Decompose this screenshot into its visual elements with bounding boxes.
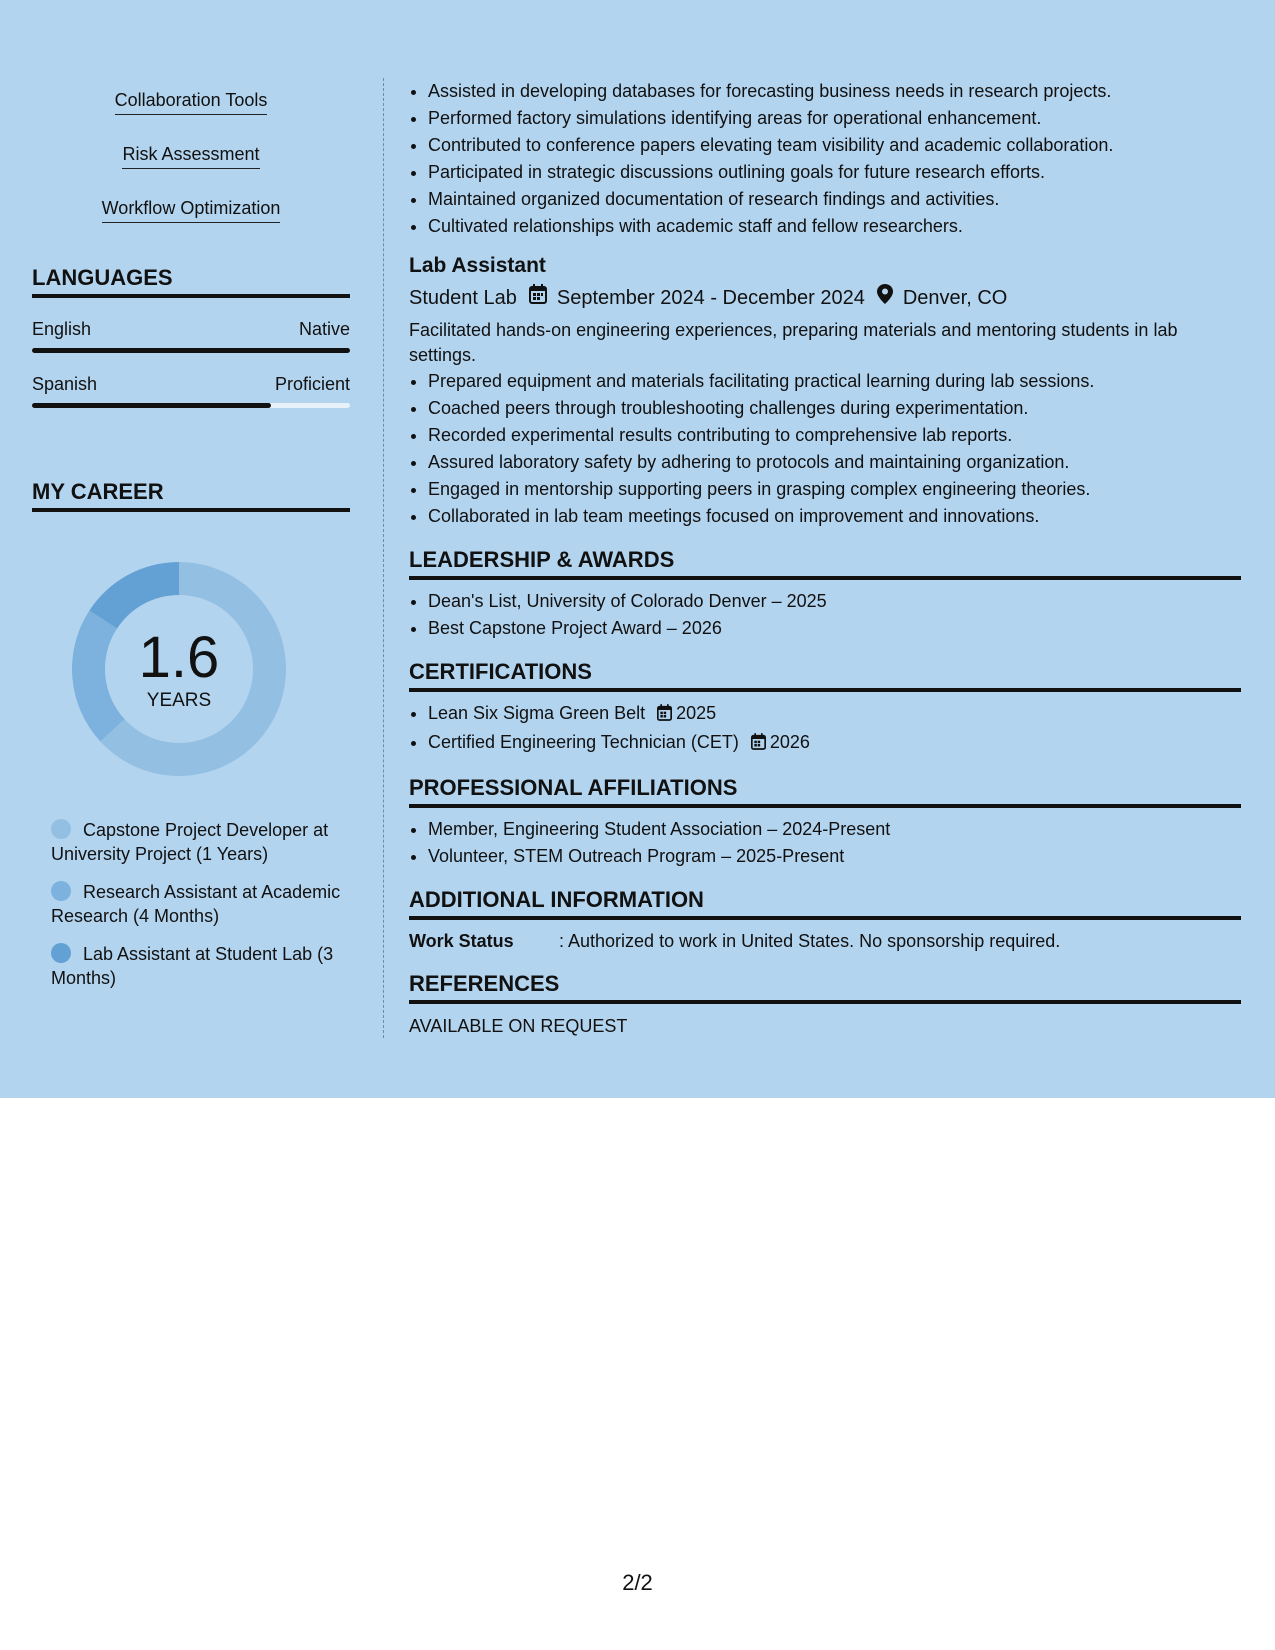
calendar-icon [657, 702, 672, 729]
affiliations-list [409, 816, 1241, 870]
job-description: Facilitated hands-on engineering experiences, preparing materials and mentoring students in lab settings. [409, 320, 1178, 365]
job-title: Lab Assistant [409, 254, 546, 277]
bullet-item: • Prepared equipment and materials facilitating practical learning during lab sessions. [428, 368, 1241, 395]
career-donut-chart [66, 556, 292, 782]
bullet-item: • Assisted in developing databases for forecasting business needs in research projects. [428, 78, 1241, 105]
certification-year: 2026 [769, 732, 810, 752]
calendar-icon [751, 731, 766, 758]
bullet-item: • Engaged in mentorship supporting peers in grasping complex engineering theories. [428, 476, 1241, 503]
job-bullets [409, 368, 1241, 530]
language-item [32, 373, 350, 408]
certification-item [428, 729, 1241, 758]
skill-item: Workflow Optimization [102, 196, 281, 223]
career-legend [32, 818, 350, 990]
job-location: Denver, CO [902, 287, 1008, 309]
references-title: REFERENCES [409, 970, 1241, 1004]
bullet-item: • Participated in strategic discussions outlining goals for future research efforts. [428, 159, 1241, 186]
language-level: Proficient [274, 374, 350, 394]
legend-dot [51, 819, 71, 839]
legend-dot [51, 943, 71, 963]
legend-item [51, 818, 341, 866]
career-section [32, 478, 350, 990]
language-name: Spanish [32, 374, 98, 394]
language-item [32, 318, 350, 353]
language-bar [32, 403, 350, 408]
job-dates: September 2024 - December 2024 [556, 287, 865, 309]
work-status-value: : Authorized to work in United States. No sponsorship required. [559, 931, 1061, 951]
location-pin-icon [877, 284, 893, 312]
legend-item [51, 942, 341, 990]
certification-item [428, 700, 1241, 729]
legend-label: Capstone Project Developer at University Project (1 Years) [51, 820, 329, 864]
skill-item: Collaboration Tools [115, 88, 268, 115]
language-bar-fill [32, 348, 350, 353]
language-name: English [32, 319, 92, 339]
left-column [32, 78, 350, 1004]
additional-info-title: ADDITIONAL INFORMATION [409, 886, 1241, 920]
work-status-row [409, 928, 1241, 954]
calendar-icon [529, 284, 547, 312]
languages-title: LANGUAGES [32, 264, 350, 298]
donut-segment [89, 562, 179, 629]
language-level: Native [298, 319, 350, 339]
skills-list [32, 78, 350, 240]
job-company: Student Lab [409, 287, 517, 309]
legend-dot [51, 881, 71, 901]
career-title: MY CAREER [32, 478, 350, 512]
certifications-list [409, 700, 1241, 758]
award-item: • Best Capstone Project Award – 2026 [428, 615, 1241, 642]
bullet-item: • Performed factory simulations identifying areas for operational enhancement. [428, 105, 1241, 132]
experience-bullets [409, 78, 1241, 240]
column-divider [383, 78, 384, 1038]
career-total: 1.6 [138, 625, 220, 690]
career-unit: YEARS [146, 690, 212, 711]
affiliation-item: • Member, Engineering Student Association – 2024-Present [428, 816, 1241, 843]
legend-label: Lab Assistant at Student Lab (3 Months) [51, 944, 334, 988]
bullet-item: • Assured laboratory safety by adhering to protocols and maintaining organization. [428, 449, 1241, 476]
language-bar-fill [32, 403, 271, 408]
leadership-title: LEADERSHIP & AWARDS [409, 546, 1241, 580]
legend-label: Research Assistant at Academic Research (4 Months) [51, 882, 341, 926]
certification-year: 2025 [676, 703, 717, 723]
affiliations-title: PROFESSIONAL AFFILIATIONS [409, 774, 1241, 808]
bullet-item: • Recorded experimental results contributing to comprehensive lab reports. [428, 422, 1241, 449]
language-bar [32, 348, 350, 353]
legend-item [51, 880, 341, 928]
page-number: 2/2 [622, 1570, 653, 1595]
bullet-item: • Coached peers through troubleshooting challenges during experimentation. [428, 395, 1241, 422]
bullet-item: • Contributed to conference papers elevating team visibility and academic collaboration. [428, 132, 1241, 159]
references-text: AVAILABLE ON REQUEST [409, 1016, 628, 1036]
affiliation-item: • Volunteer, STEM Outreach Program – 2025-Present [428, 843, 1241, 870]
bullet-item: • Cultivated relationships with academic staff and fellow researchers. [428, 213, 1241, 240]
skill-item: Risk Assessment [122, 142, 259, 169]
right-column [409, 78, 1241, 1037]
leadership-list [409, 588, 1241, 642]
certification-name: Certified Engineering Technician (CET) [428, 732, 739, 752]
certification-name: Lean Six Sigma Green Belt [428, 703, 646, 723]
bullet-item: • Maintained organized documentation of research findings and activities. [428, 186, 1241, 213]
award-item: • Dean's List, University of Colorado Denver – 2025 [428, 588, 1241, 615]
certifications-title: CERTIFICATIONS [409, 658, 1241, 692]
bullet-item: • Collaborated in lab team meetings focused on improvement and innovations. [428, 503, 1241, 530]
work-status-label: Work Status [409, 931, 514, 951]
job-meta [409, 284, 1241, 312]
languages-section [32, 264, 350, 408]
